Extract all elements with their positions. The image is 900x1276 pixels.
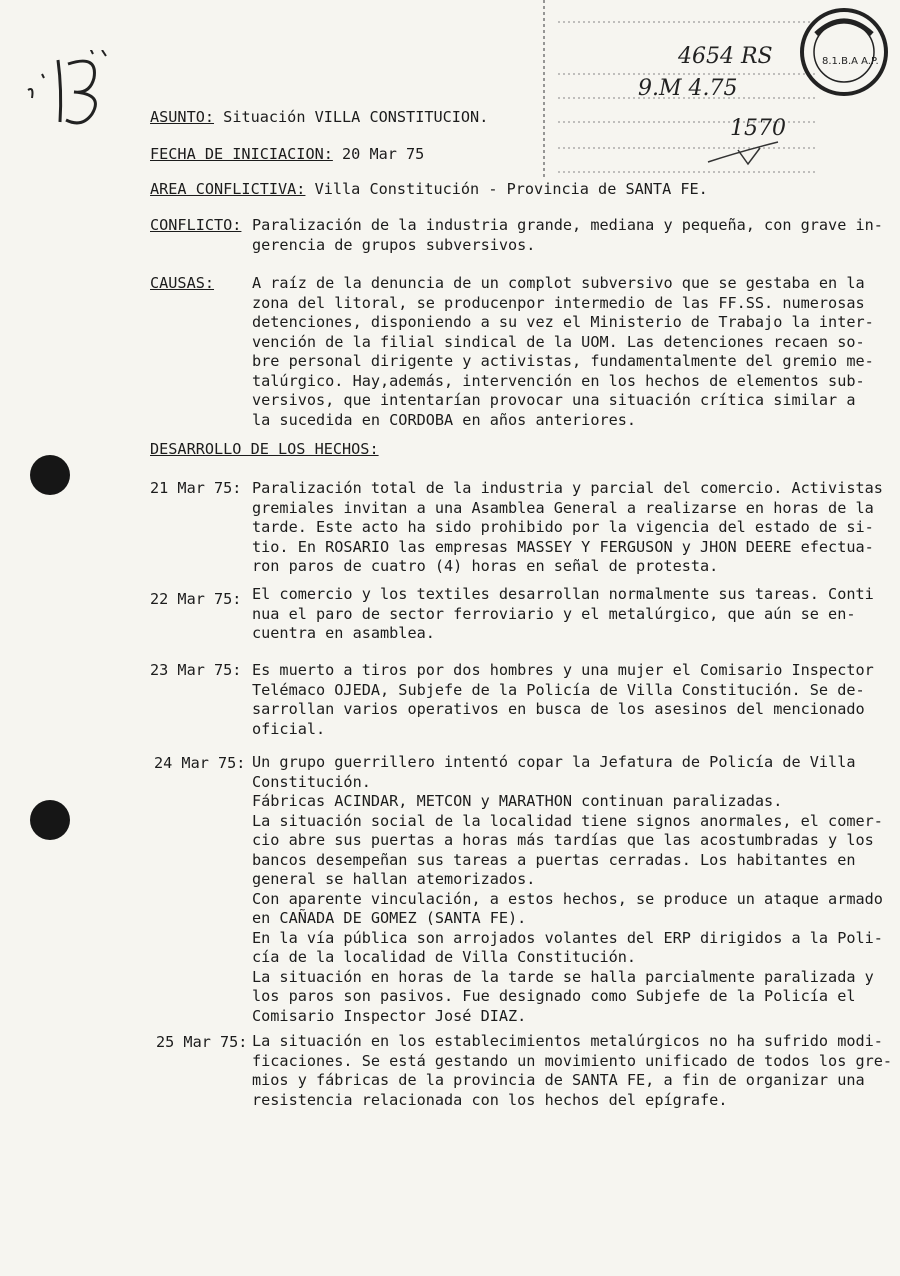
- causas-line: A raíz de la denuncia de un complot subversivo que se gestaba en la: [252, 274, 865, 292]
- punch-hole: [30, 455, 70, 495]
- entry-line: cía de la localidad de Villa Constitución.: [252, 948, 637, 966]
- causas-line: versivos, que intentarían provocar una situación crítica similar a: [252, 391, 856, 409]
- conflicto-text: [252, 216, 892, 255]
- entry-date: 25 Mar 75:: [156, 1033, 248, 1051]
- causas-label: CAUSAS:: [150, 274, 215, 292]
- asunto-label: ASUNTO:: [150, 108, 215, 126]
- entry-line: oficial.: [252, 719, 326, 738]
- entry-line: tio. En ROSARIO las empresas MASSEY Y FERGUSON y JHON DEERE efectua-: [252, 537, 874, 556]
- fecha-row: [150, 145, 424, 165]
- area-value: Villa Constitución - Provincia de SANTA FE.: [314, 180, 708, 198]
- handwritten-margin-mark: [20, 50, 130, 130]
- causas-line: vención de la filial sindical de la UOM. Las detenciones recaen so-: [252, 332, 865, 351]
- area-label: AREA CONFLICTIVA:: [150, 180, 306, 198]
- stamp-number: 4654 RS: [678, 44, 773, 69]
- entry-line: Es muerto a tiros por dos hombres y una mujer el Comisario Inspector: [252, 661, 874, 679]
- stamp-time: 1570: [730, 116, 786, 141]
- entry-date: 23 Mar 75:: [150, 661, 242, 679]
- asunto-row: [150, 108, 488, 128]
- entry-line: Telémaco OJEDA, Subjefe de la Policía de Villa Constitución. Se de-: [252, 680, 865, 699]
- entry-line: ficaciones. Se está gestando un movimiento unificado de todos los gre-: [252, 1051, 893, 1070]
- entry-text: [252, 585, 892, 644]
- causas-line: la sucedida en CORDOBA en años anteriores.: [252, 410, 637, 429]
- entry-line: tarde. Este acto ha sido prohibido por la vigencia del estado de si-: [252, 518, 874, 536]
- entry-line: general se hallan atemorizados.: [252, 870, 536, 888]
- entry-line: mios y fábricas de la provincia de SANTA FE, a fin de organizar una: [252, 1071, 865, 1089]
- round-seal: [796, 4, 892, 100]
- entry-text: [252, 1032, 892, 1110]
- area-row: [150, 180, 708, 200]
- entry-line: Comisario Inspector José DIAZ.: [252, 1006, 527, 1025]
- causas-line: detenciones, disponiendo a su vez el Ministerio de Trabajo la inter-: [252, 313, 874, 331]
- entry-line: cio abre sus puertas a horas más tardías que las acostumbradas y los: [252, 831, 874, 849]
- entry-line: Un grupo guerrillero intentó copar la Jefatura de Policía de Villa: [252, 753, 856, 771]
- entry-line: los paros son pasivos. Fue designado como Subjefe de la Policía el: [252, 987, 856, 1005]
- conflicto-line: Paralización de la industria grande, mediana y pequeña, con grave in-: [252, 216, 883, 234]
- entry-text: [252, 479, 892, 577]
- entry-line: bancos desempeñan sus tareas a puertas cerradas. Los habitantes en: [252, 850, 856, 869]
- fecha-label: FECHA DE INICIACION:: [150, 145, 333, 163]
- entry-line: Con aparente vinculación, a estos hechos, se produce un ataque armado: [252, 889, 883, 908]
- stamp-date: 9.M 4.75: [638, 76, 738, 101]
- entry-line: La situación en horas de la tarde se halla parcialmente paralizada y: [252, 967, 874, 986]
- causas-line: talúrgico. Hay,además, intervención en los hechos de elementos sub-: [252, 371, 865, 390]
- conflicto-line: gerencia de grupos subversivos.: [252, 235, 536, 254]
- entry-line: sarrollan varios operativos en busca de los asesinos del mencionado: [252, 700, 865, 718]
- entry-line: Fábricas ACINDAR, METCON y MARATHON continuan paralizadas.: [252, 792, 783, 810]
- punch-hole: [30, 800, 70, 840]
- causas-line: bre personal dirigente y activistas, fundamentalmente del gremio me-: [252, 352, 874, 370]
- seal-text: 8.1.B.A A.P.: [822, 56, 879, 67]
- causas-text: [252, 274, 892, 430]
- conflicto-label: CONFLICTO:: [150, 216, 242, 234]
- fecha-value: 20 Mar 75: [342, 145, 425, 163]
- entry-line: ron paros de cuatro (4) horas en señal de protesta.: [252, 557, 719, 575]
- entry-line: Constitución.: [252, 772, 371, 791]
- entry-line: El comercio y los textiles desarrollan normalmente sus tareas. Conti: [252, 585, 874, 603]
- entry-line: resistencia relacionada con los hechos del epígrafe.: [252, 1090, 728, 1109]
- entry-date: 24 Mar 75:: [154, 754, 246, 772]
- entry-text: [252, 753, 892, 1026]
- entry-line: La situación social de la localidad tiene signos anormales, el comer-: [252, 811, 883, 830]
- asunto-value: Situación VILLA CONSTITUCION.: [223, 108, 489, 126]
- entry-date: 21 Mar 75:: [150, 479, 242, 497]
- entry-text: [252, 661, 892, 739]
- entry-line: Paralización total de la industria y parcial del comercio. Activistas: [252, 479, 883, 497]
- causas-line: zona del litoral, se producenpor intermedio de las FF.SS. numerosas: [252, 293, 865, 312]
- entry-line: La situación en los establecimientos metalúrgicos no ha sufrido modi-: [252, 1032, 883, 1050]
- entry-line: gremiales invitan a una Asamblea General a realizarse en horas de la: [252, 498, 874, 517]
- reception-stamp: [538, 0, 900, 178]
- entry-date: 22 Mar 75:: [150, 590, 242, 608]
- entry-line: cuentra en asamblea.: [252, 624, 435, 642]
- desarrollo-label: DESARROLLO DE LOS HECHOS:: [150, 440, 379, 458]
- entry-line: En la vía pública son arrojados volantes del ERP dirigidos a la Poli-: [252, 928, 883, 947]
- entry-line: en CAÑADA DE GOMEZ (SANTA FE).: [252, 909, 527, 927]
- entry-line: nua el paro de sector ferroviario y el metalúrgico, que aún se en-: [252, 604, 856, 623]
